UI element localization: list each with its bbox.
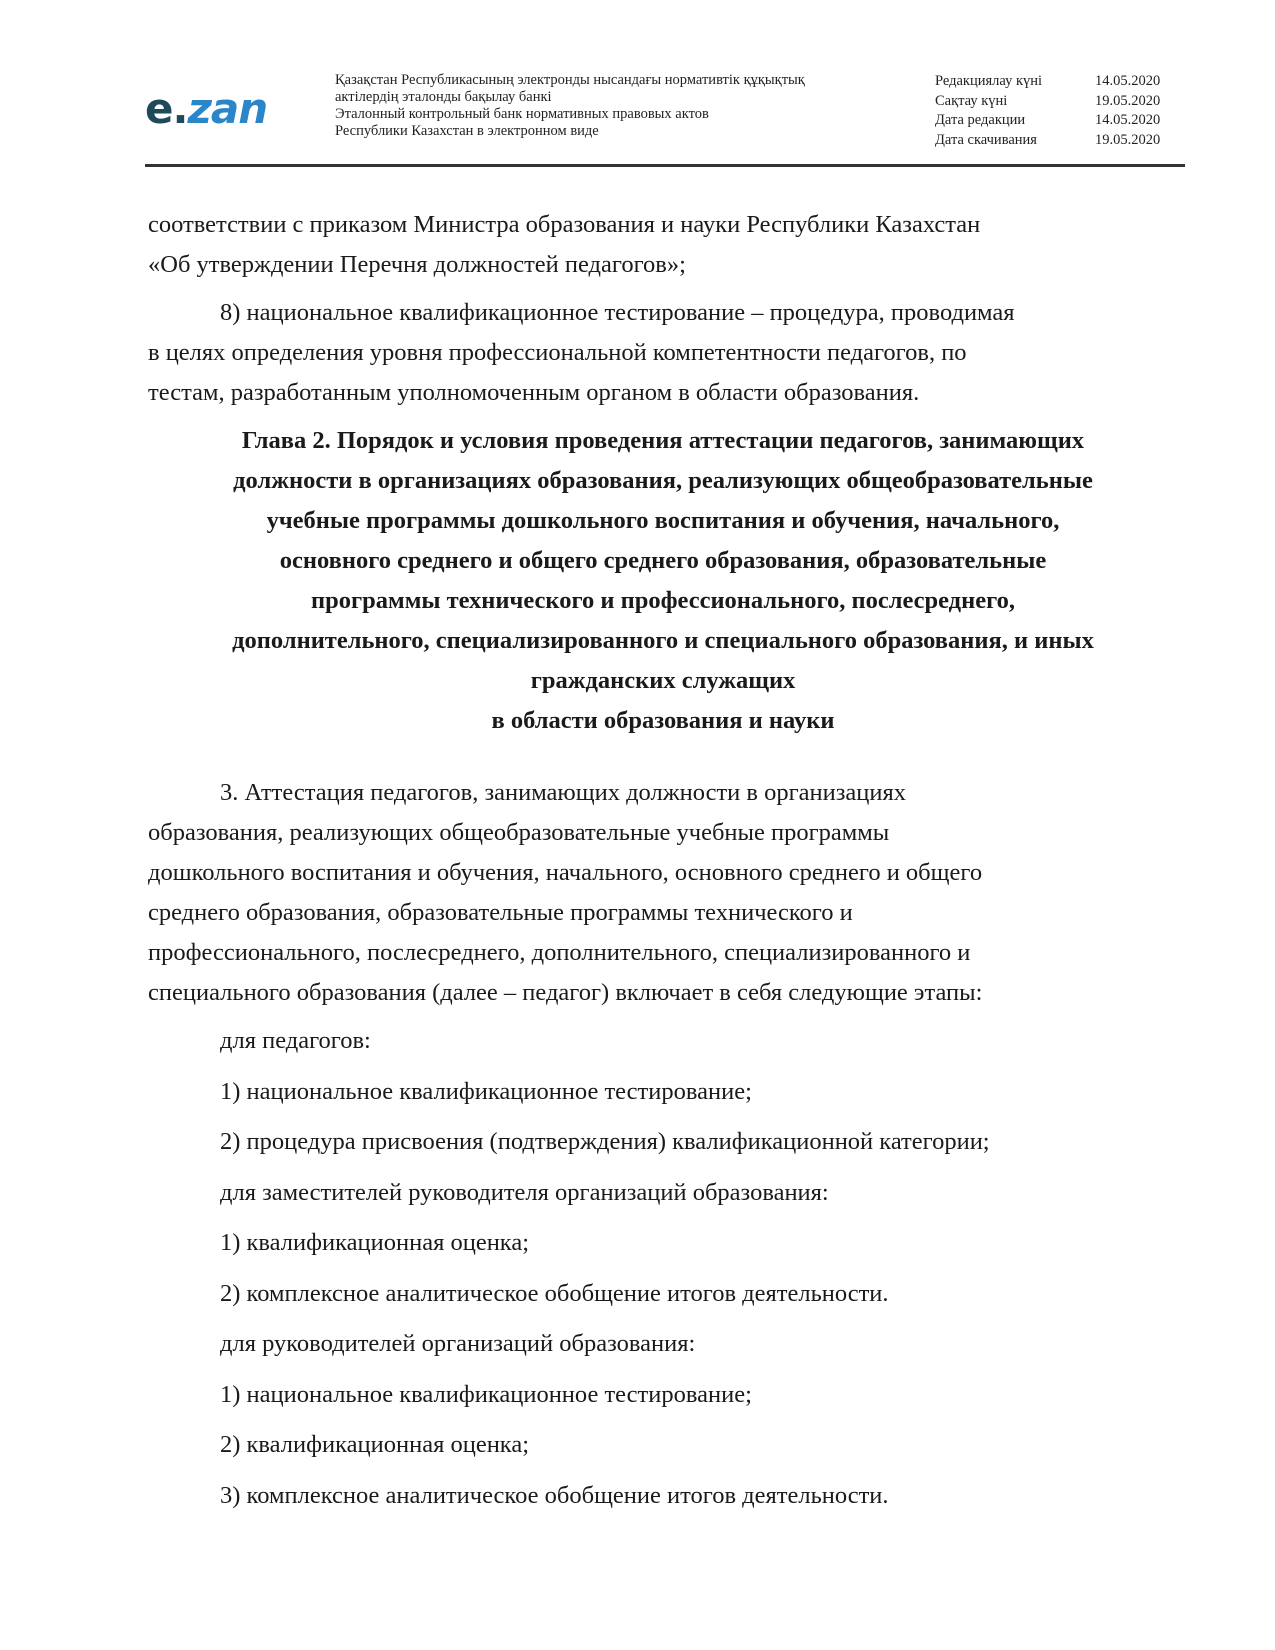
header-dates	[935, 72, 1160, 150]
chapter-heading: Глава 2. Порядок и условия проведения аттестации педагогов, занимающих должности в организациях образования, реализующих общеобразовательные учебные программы дошкольного воспитания и обучения, начального, основного среднего и общего среднего образования, образовательные программы технического и профессионального, послесреднего, дополнительного, специализированного и специального образования, и иных гражданских служащих в области образования и науки	[232, 427, 1094, 734]
meta-row: Дата редакции 14.05.2020	[935, 112, 1161, 128]
header-divider	[145, 164, 1185, 167]
paragraph: соответствии с приказом Министра образования и науки Республики Казахстан «Об утверждении Перечня должностей педагогов»;	[148, 211, 981, 278]
list-item: 1) национальное квалификационное тестирование;	[220, 1077, 752, 1105]
document-header	[145, 68, 1185, 168]
list-item: 2) квалификационная оценка;	[220, 1431, 530, 1458]
paragraph: 3. Аттестация педагогов, занимающих должности в организациях образования, реализующих общеобразовательные учебные программы дошкольного воспитания и обучения, начального, основного среднего и общего среднего образования, образовательные программы технического и профессионального, послесреднего, дополнительного, специализированного и специального образования (далее – педагог) включает в себя следующие этапы:	[148, 779, 983, 1006]
meta-row: Редакциялау күні 14.05.2020	[935, 73, 1161, 89]
list-item: 2) комплексное аналитическое обобщение итогов деятельности.	[220, 1279, 889, 1307]
meta-row: Дата скачивания 19.05.2020	[935, 131, 1161, 148]
list-item: 1) национальное квалификационное тестирование;	[220, 1380, 752, 1408]
list-item: 1) квалификационная оценка;	[220, 1229, 530, 1256]
list-item: 2) процедура присвоения (подтверждения) квалификационной категории;	[220, 1128, 990, 1155]
meta-row: Сақтау күні 19.05.2020	[935, 92, 1161, 109]
list-item: для педагогов:	[220, 1027, 371, 1054]
document-body	[148, 205, 1178, 1526]
header-title: Қазақстан Республикасының электронды нысандағы нормативтік құқықтық актілердің эталонды бақылау банкі Эталонный контрольный банк нормативных правовых актов Республики Казахстан в электронном виде	[335, 72, 805, 139]
ezan-logo: e.zan	[145, 84, 268, 133]
list-item: для руководителей организаций образования:	[220, 1330, 696, 1357]
list-item: 3) комплексное аналитическое обобщение итогов деятельности.	[220, 1481, 889, 1509]
paragraph: 8) национальное квалификационное тестирование – процедура, проводимая в целях определения уровня профессиональной компетентности педагогов, по тестам, разработанным уполномоченным органом в области образования.	[148, 299, 1015, 406]
list-item: для заместителей руководителя организаций образования:	[220, 1178, 829, 1206]
